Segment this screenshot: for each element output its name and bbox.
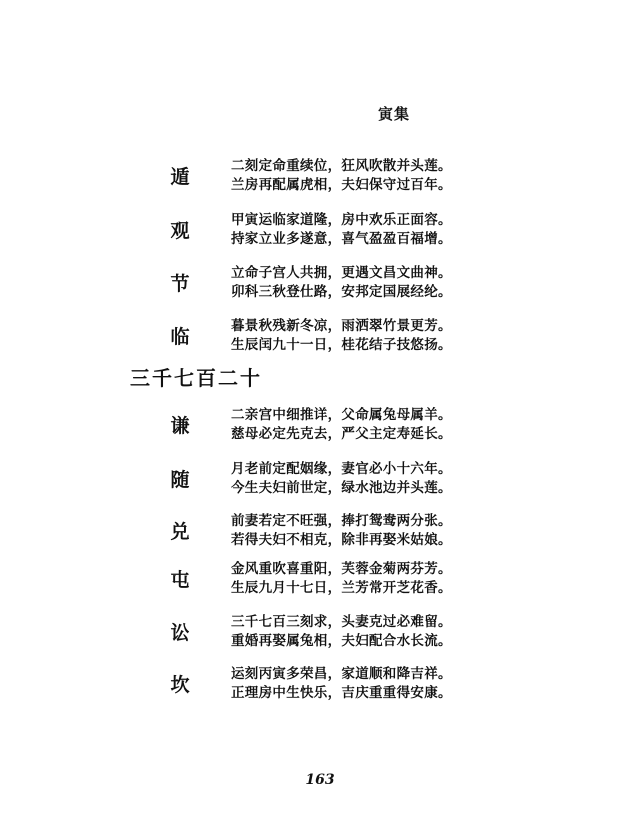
verse-line: 二刻定命重续位，狂风吹散并头莲。 — [231, 158, 452, 174]
verse-line: 若得夫妇不相克，除非再娶米姑娘。 — [231, 532, 452, 548]
hexagram-name: 屯 — [170, 569, 190, 591]
verse-line: 重婚再娶属兔相，夫妇配合水长流。 — [231, 633, 452, 649]
hexagram-name: 观 — [170, 220, 190, 242]
verse-line: 甲寅运临家道隆，房中欢乐正面容。 — [231, 212, 452, 228]
verse-entry — [165, 509, 495, 549]
verse-line: 慈母必定先克去，严父主定寿延长。 — [231, 426, 452, 442]
verse-line: 正理房中生快乐，吉庆重重得安康。 — [231, 685, 452, 701]
verse-entry — [165, 557, 495, 597]
hexagram-name: 兑 — [170, 521, 190, 543]
verse-line: 金风重吹喜重阳，芙蓉金菊两芬芳。 — [231, 561, 452, 577]
verse-entry — [165, 154, 495, 194]
page-header: 寅集 — [378, 105, 411, 123]
verse-entry — [165, 403, 495, 443]
verse-entry — [165, 314, 495, 354]
hexagram-name: 讼 — [170, 622, 190, 644]
hexagram-name: 随 — [170, 469, 190, 491]
verse-entry — [165, 208, 495, 248]
section-title: 三千七百二十 — [130, 366, 262, 390]
hexagram-name: 遁 — [170, 166, 190, 188]
hexagram-name: 谦 — [170, 415, 190, 437]
verse-line: 前妻若定不旺强，捧打鸳鸯两分张。 — [231, 513, 452, 529]
verse-entry — [165, 457, 495, 497]
verse-line: 二亲宫中细推详，父命属兔母属羊。 — [231, 407, 452, 423]
verse-line: 生辰九月十七日，兰芳常开芝花香。 — [231, 580, 452, 596]
verse-line: 三千七百三刻求，头妻克过必难留。 — [231, 614, 452, 630]
verse-line: 卯科三秋登仕路，安邦定国展经纶。 — [231, 284, 452, 300]
verse-entry — [165, 261, 495, 301]
hexagram-name: 临 — [170, 326, 190, 348]
hexagram-name: 坎 — [170, 674, 190, 696]
verse-line: 今生夫妇前世定，绿水池边并头莲。 — [231, 480, 452, 496]
verse-line: 生辰闰九十一日，桂花结子技悠扬。 — [231, 337, 452, 353]
verse-line: 立命子宫人共拥，更遇文昌文曲神。 — [231, 265, 452, 281]
verse-line: 月老前定配姻缘，妻官必小十六年。 — [231, 461, 452, 477]
verse-line: 运刻丙寅多荣昌，家道顺和降吉祥。 — [231, 666, 452, 682]
verse-entry — [165, 662, 495, 702]
page-number: 163 — [305, 772, 335, 788]
verse-entry — [165, 610, 495, 650]
verse-line: 暮景秋残新冬凉，雨洒翠竹景更芳。 — [231, 318, 452, 334]
verse-line: 兰房再配属虎相，夫妇保守过百年。 — [231, 177, 452, 193]
verse-line: 持家立业多遂意，喜气盈盈百福增。 — [231, 231, 452, 247]
hexagram-name: 节 — [170, 273, 190, 295]
